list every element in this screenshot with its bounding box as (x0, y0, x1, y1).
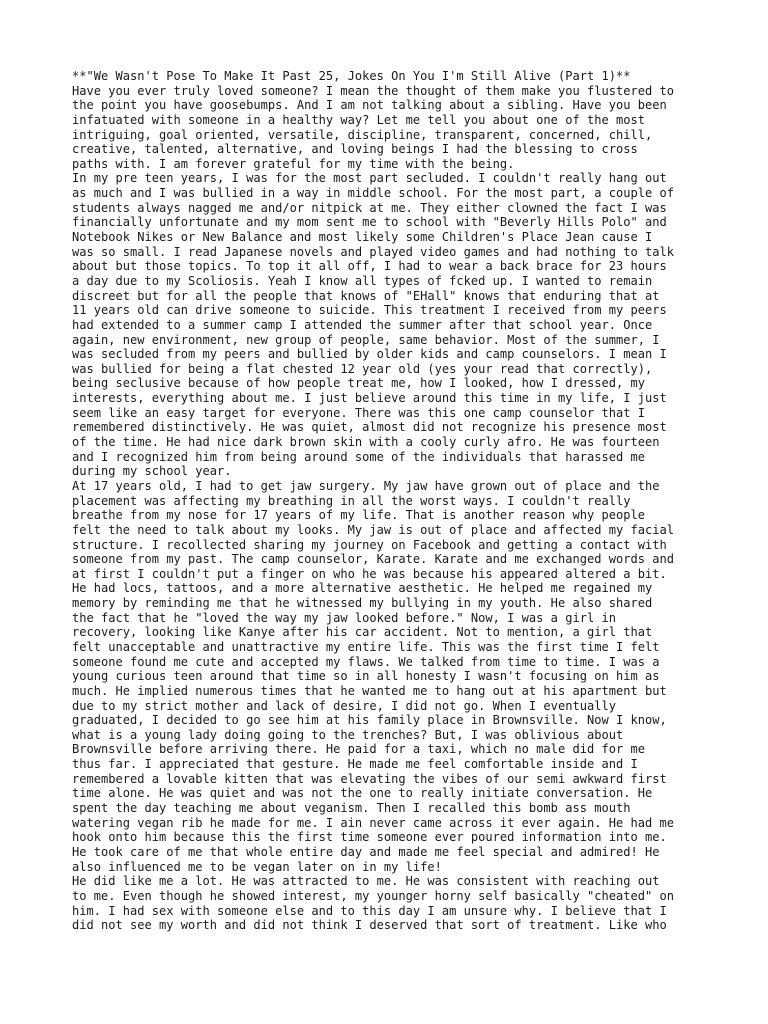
text-line: much. He implied numerous times that he wanted me to hang out at his apartment but (72, 683, 667, 698)
text-line: to me. Even though he showed interest, my younger horny self basically "cheated" on (72, 888, 674, 903)
text-line: time alone. He was quiet and was not the one to really initiate conversation. He (72, 786, 653, 801)
text-line: being seclusive because of how people treat me, how I looked, how I dressed, my (72, 376, 645, 391)
text-line: felt the need to talk about my looks. My jaw is out of place and affected my facial (72, 522, 674, 537)
document-title: **"We Wasn't Pose To Make It Past 25, Jokes On You I'm Still Alive (Part 1)** (72, 69, 631, 83)
text-line: hook onto him because this the first time someone ever poured information into me. (72, 830, 667, 845)
text-line: memory by reminding me that he witnessed my bullying in my youth. He also shared (72, 596, 653, 611)
text-line: and I recognized him from being around some of the individuals that harassed me (72, 449, 645, 464)
text-line: at first I couldn't put a finger on who he was because his appeared altered a bit. (72, 566, 667, 581)
text-line: creative, talented, alternative, and loving beings I had the blessing to cross (72, 142, 638, 157)
text-line: had extended to a summer camp I attended the summer after that school year. Once (72, 317, 653, 332)
text-line: intriguing, goal oriented, versatile, discipline, transparent, concerned, chill, (72, 127, 653, 142)
text-line: a day due to my Scoliosis. Yeah I know all types of fcked up. I wanted to remain (72, 273, 653, 288)
text-line: 11 years old can drive someone to suicide. This treatment I received from my peers (72, 303, 667, 318)
text-line: about but those topics. To top it all off, I had to wear a back brace for 23 hours (72, 259, 667, 274)
text-line: again, new environment, new group of people, same behavior. Most of the summer, I (72, 332, 660, 347)
text-line: He did like me a lot. He was attracted to me. He was consistent with reaching out (72, 874, 660, 889)
text-line: placement was affecting my breathing in all the worst ways. I couldn't really (72, 493, 631, 508)
text-line: what is a young lady doing going to the trenches? But, I was oblivious about (72, 727, 624, 742)
text-line: discreet but for all the people that knows of "EHall" knows that enduring that at (72, 288, 660, 303)
text-line: Have you ever truly loved someone? I mean the thought of them make you flustered to (72, 83, 674, 98)
text-line: as much and I was bullied in a way in middle school. For the most part, a couple of (72, 186, 674, 201)
text-line: of the time. He had nice dark brown skin with a cooly curly afro. He was fourteen (72, 435, 660, 450)
text-line: In my pre teen years, I was for the most part secluded. I couldn't really hang out (72, 171, 667, 186)
text-line: seem like an easy target for everyone. There was this one camp counselor that I (72, 405, 645, 420)
text-line: At 17 years old, I had to get jaw surgery. My jaw have grown out of place and the (72, 478, 660, 493)
text-line: structure. I recollected sharing my journey on Facebook and getting a contact with (72, 537, 667, 552)
text-line: Brownsville before arriving there. He paid for a taxi, which no male did for me (72, 742, 645, 757)
text-line: him. I had sex with someone else and to this day I am unsure why. I believe that I (72, 903, 667, 918)
text-line: young curious teen around that time so in all honesty I wasn't focusing on him as (72, 669, 660, 684)
text-line: students always nagged me and/or nitpick at me. They either clowned the fact I was (72, 200, 667, 215)
text-line: paths with. I am forever grateful for my time with the being. (72, 156, 515, 171)
text-line: someone from my past. The camp counselor, Karate. Karate and me exchanged words and (72, 552, 674, 567)
text-line: breathe from my nose for 17 years of my life. That is another reason why people (72, 508, 645, 523)
text-line: someone found me cute and accepted my flaws. We talked from time to time. I was a (72, 654, 660, 669)
text-line: due to my strict mother and lack of desire, I did not go. When I eventually (72, 698, 616, 713)
text-line: remembered a lovable kitten that was elevating the vibes of our semi awkward first (72, 771, 667, 786)
text-line: He took care of me that whole entire day and made me feel special and admired! He (72, 844, 660, 859)
text-line: watering vegan rib he made for me. I ain never came across it ever again. He had me (72, 815, 674, 830)
text-line: the fact that he "loved the way my jaw looked before." Now, I was a girl in (72, 610, 616, 625)
text-line: the point you have goosebumps. And I am not talking about a sibling. Have you been (72, 98, 667, 113)
text-line: Notebook Nikes or New Balance and most likely some Children's Place Jean cause I (72, 230, 653, 245)
text-line: did not see my worth and did not think I deserved that sort of treatment. Like who (72, 918, 667, 933)
text-line: financially unfortunate and my mom sent me to school with "Beverly Hills Polo" and (72, 215, 667, 230)
document-text-body (72, 69, 708, 933)
text-line: felt unacceptable and unattractive my entire life. This was the first time I felt (72, 639, 660, 654)
text-line: thus far. I appreciated that gesture. He made me feel comfortable inside and I (72, 757, 638, 772)
text-line: interests, everything about me. I just believe around this time in my life, I just (72, 391, 667, 406)
text-line: was bullied for being a flat chested 12 year old (yes your read that correctly), (72, 361, 653, 376)
text-line: was secluded from my peers and bullied by older kids and camp counselors. I mean I (72, 347, 667, 362)
text-line: during my school year. (72, 464, 232, 479)
text-line: He had locs, tattoos, and a more alternative aesthetic. He helped me regained my (72, 581, 653, 596)
text-line: infatuated with someone in a healthy way? Let me tell you about one of the most (72, 112, 645, 127)
text-line: spent the day teaching me about veganism. Then I recalled this bomb ass mouth (72, 801, 631, 816)
text-line: recovery, looking like Kanye after his car accident. Not to mention, a girl that (72, 625, 653, 640)
text-line: remembered distinctively. He was quiet, almost did not recognize his presence most (72, 420, 667, 435)
text-line: graduated, I decided to go see him at his family place in Brownsville. Now I know, (72, 713, 667, 728)
text-line: was so small. I read Japanese novels and played video games and had nothing to talk (72, 244, 674, 259)
text-line: also influenced me to be vegan later on in my life! (72, 859, 442, 874)
